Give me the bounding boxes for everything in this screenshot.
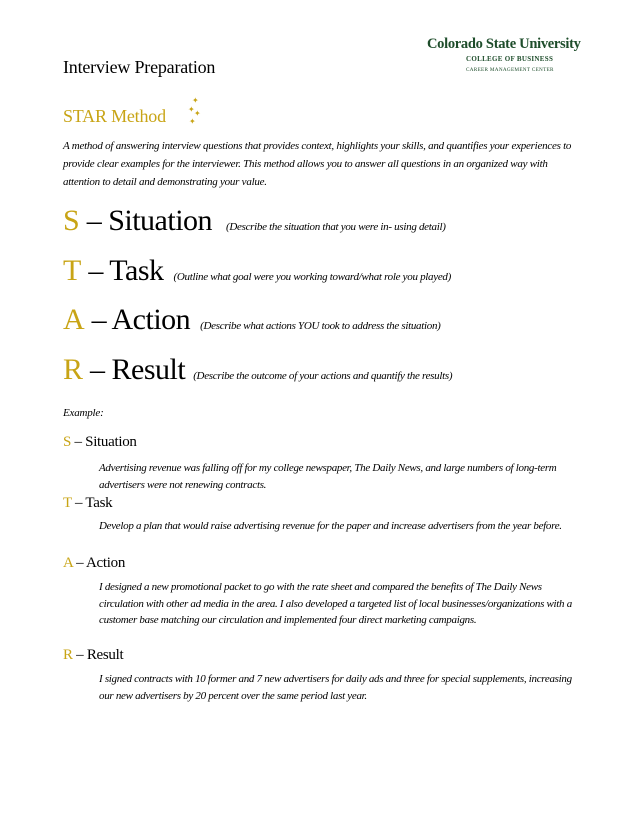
star-description: (Describe what actions YOU took to address the situation) bbox=[200, 320, 441, 332]
example-heading-text: – Situation bbox=[71, 434, 137, 450]
star-row-task bbox=[63, 254, 451, 288]
example-heading-text: – Task bbox=[71, 495, 113, 511]
stars-icon: ✦ ✦ ✦ ✦ bbox=[188, 96, 201, 126]
center-name: CAREER MANAGEMENT CENTER bbox=[466, 67, 554, 73]
example-heading-result bbox=[63, 647, 123, 664]
star-row-action bbox=[63, 303, 441, 337]
star-letter: S bbox=[63, 204, 80, 237]
star-word: – Result bbox=[83, 353, 186, 386]
example-text-situation: Advertising revenue was falling off for my college newspaper, The Daily News, and large numbers of long-term advertisers were not renewing contracts. bbox=[99, 462, 557, 491]
example-heading-text: – Action bbox=[72, 555, 126, 571]
example-heading-action bbox=[63, 555, 125, 572]
star-word: – Task bbox=[81, 254, 164, 287]
page-title: Interview Preparation bbox=[63, 57, 216, 77]
example-label: Example: bbox=[63, 407, 104, 419]
csu-logo: Colorado State University bbox=[427, 36, 581, 52]
example-letter: T bbox=[63, 495, 72, 511]
example-text-task: Develop a plan that would raise advertising revenue for the paper and increase advertisers from the year before. bbox=[99, 520, 562, 532]
star-row-situation bbox=[63, 204, 446, 238]
star-row-result bbox=[63, 353, 452, 387]
example-heading-text: – Result bbox=[72, 647, 124, 663]
star-description: (Outline what goal were you working toward/what role you played) bbox=[173, 271, 451, 283]
college-name: COLLEGE OF BUSINESS bbox=[466, 55, 554, 63]
intro-paragraph: A method of answering interview questions that provides context, highlights your skills, and quantifies your experiences to provide clear examples for the interviewer. This method allows you to answer all questions in an organized way with attention to detail and demonstrating your value. bbox=[63, 140, 572, 188]
star-letter: A bbox=[63, 303, 85, 336]
star-method-heading: STAR Method bbox=[63, 106, 166, 126]
star-description: (Describe the outcome of your actions and quantify the results) bbox=[193, 370, 453, 382]
star-letter: T bbox=[63, 254, 82, 287]
star-word: – Situation bbox=[79, 204, 213, 237]
example-heading-task bbox=[63, 495, 112, 512]
example-letter: S bbox=[63, 434, 72, 450]
example-letter: A bbox=[63, 555, 73, 571]
example-text-action: I designed a new promotional packet to go with the rate sheet and compared the benefits of The Daily News circulation with other ad media in the area. I also developed a targeted list of local businesses/organizations with a customer base matching our circulation and implemented four direct marketing campaigns. bbox=[99, 581, 572, 626]
star-letter: R bbox=[63, 353, 84, 386]
star-description: (Describe the situation that you were in- using detail) bbox=[226, 221, 446, 233]
example-heading-situation bbox=[63, 434, 137, 451]
example-text-result: I signed contracts with 10 former and 7 new advertisers for daily ads and three for special supplements, increasing our new advertisers by 20 percent over the same period last year. bbox=[99, 673, 572, 702]
example-letter: R bbox=[63, 647, 73, 663]
star-word: – Action bbox=[84, 303, 191, 336]
